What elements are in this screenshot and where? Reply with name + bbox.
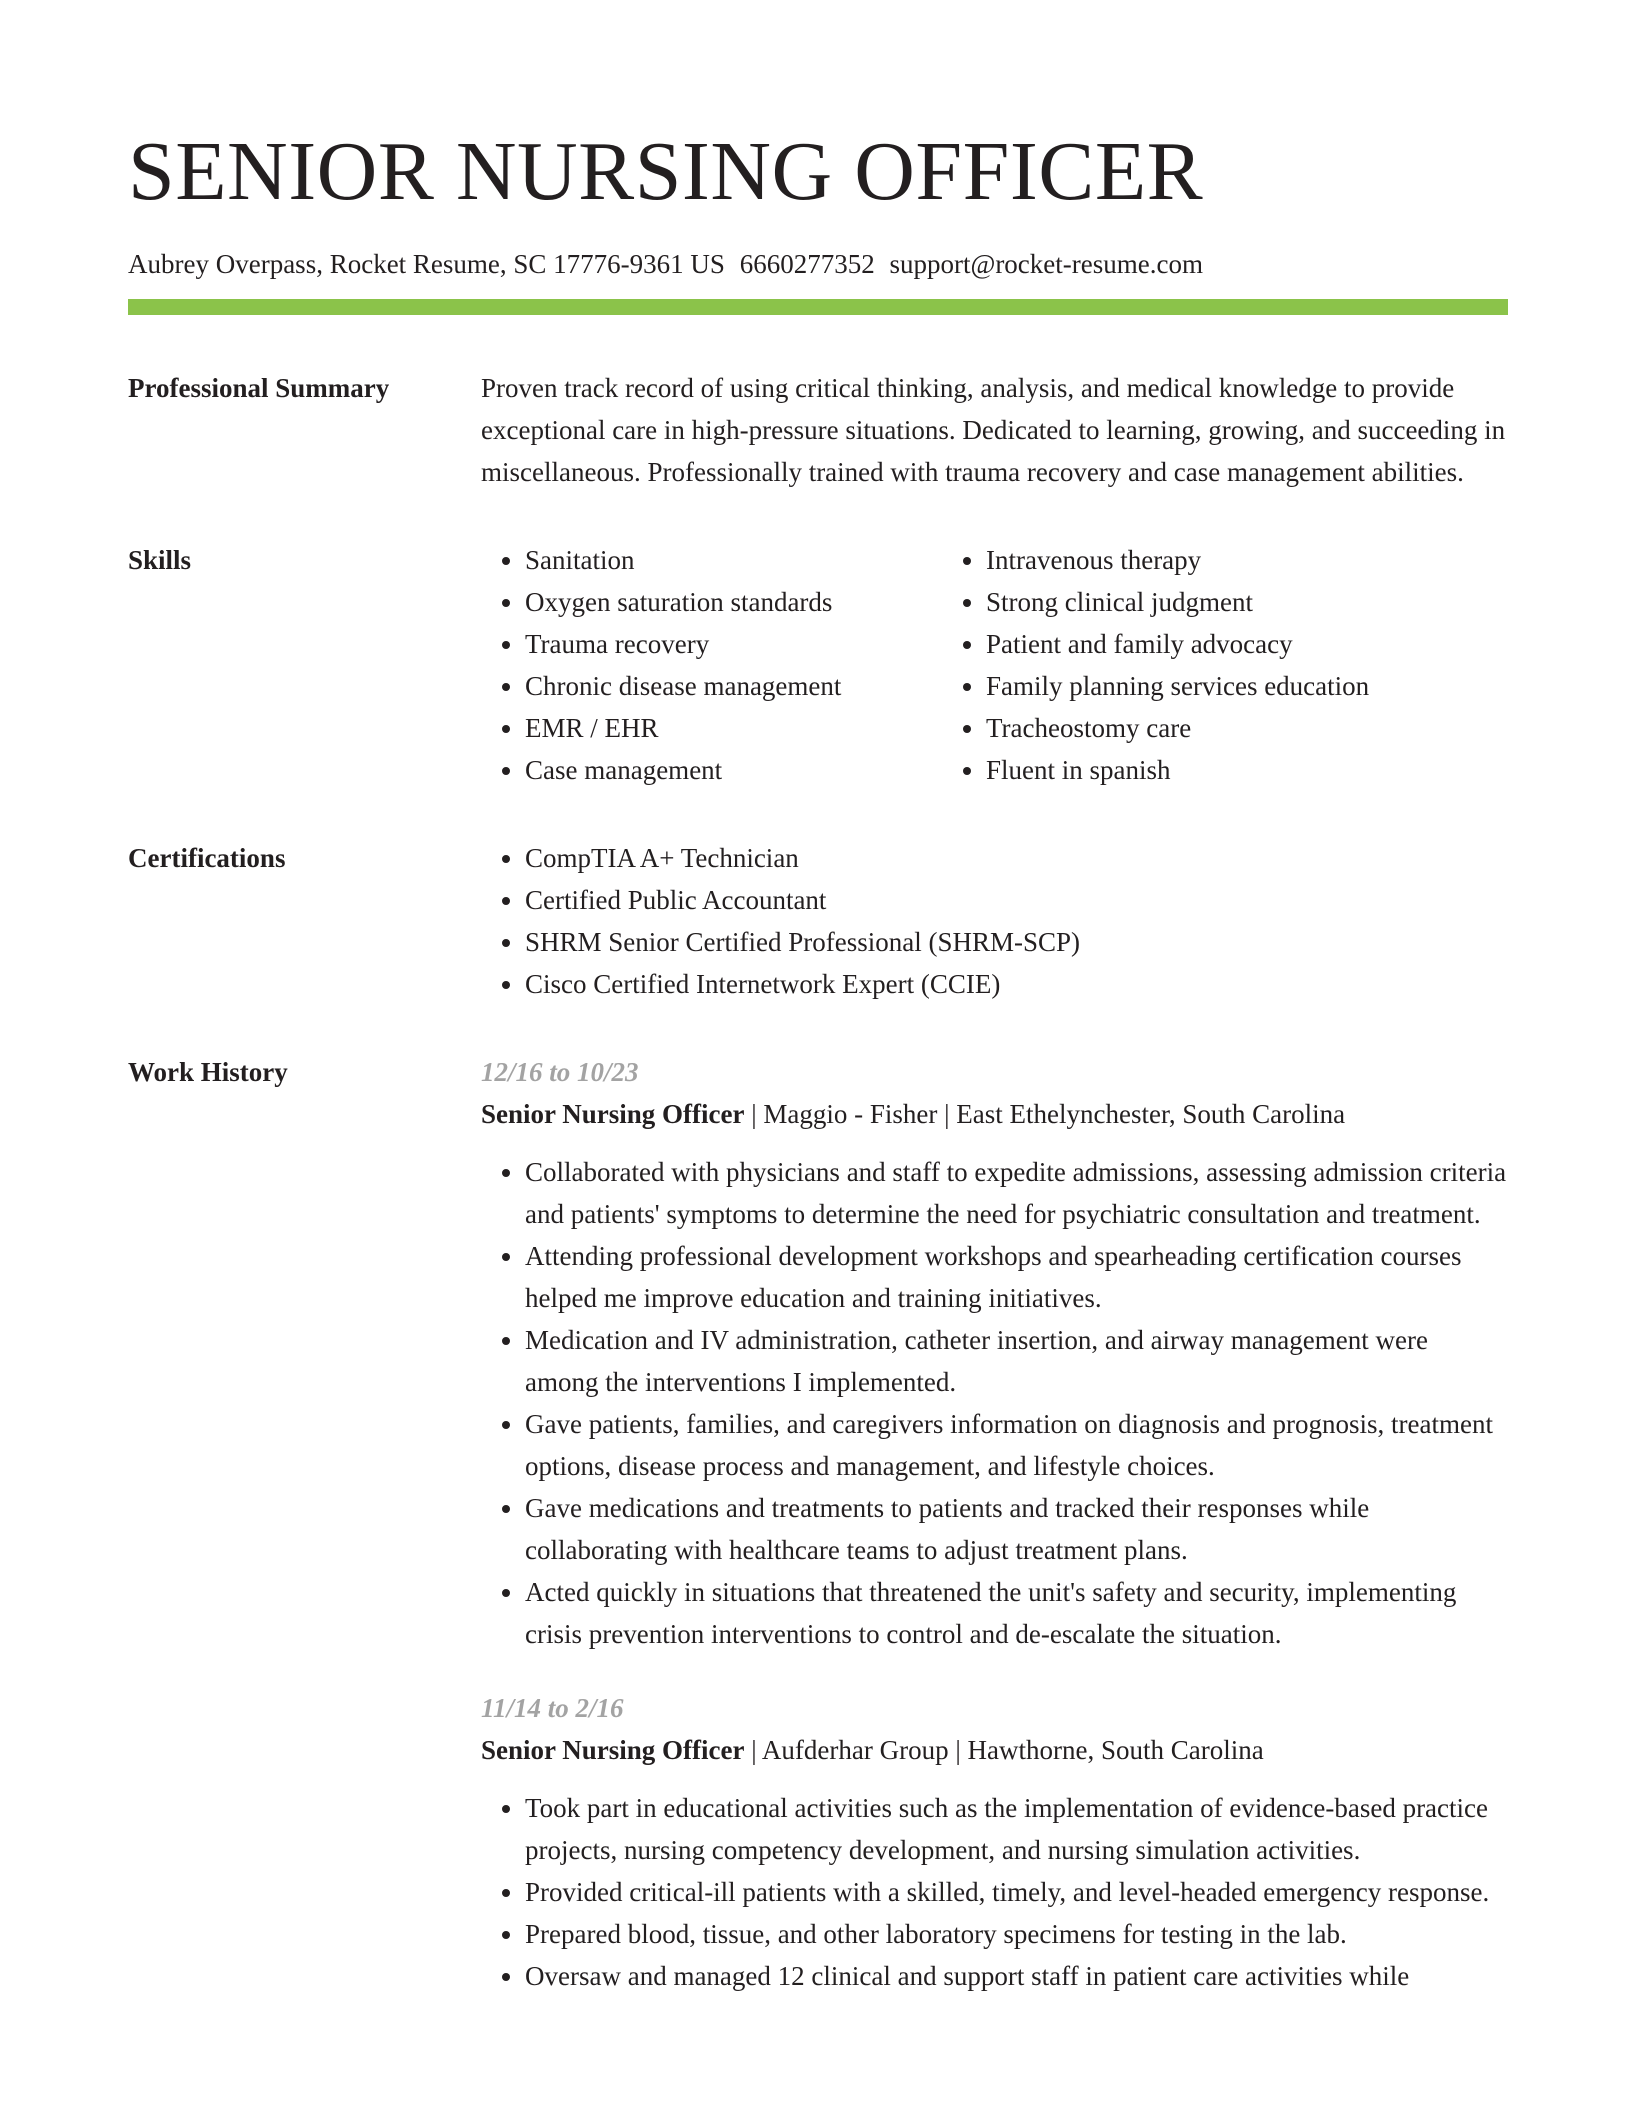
skill-item: • Sanitation — [525, 539, 942, 581]
job-dates: 12/16 to 10/23 — [481, 1057, 639, 1087]
job-bullet: • Prepared blood, tissue, and other laboratory specimens for testing in the lab. — [525, 1913, 1508, 1955]
contact-address: Aubrey Overpass, Rocket Resume, SC 17776-9361 US — [128, 249, 725, 279]
work-history-section — [128, 1051, 1508, 1997]
job-bullet: • Took part in educational activities such as the implementation of evidence-based practice projects, nursing competency development, and nursing simulation activities. — [525, 1787, 1508, 1871]
job-bullet: • Gave medications and treatments to patients and tracked their responses while collaborating with healthcare teams to adjust treatment plans. — [525, 1487, 1508, 1571]
job-bullet: • Acted quickly in situations that threatened the unit's safety and security, implementing crisis prevention interventions to control and de-escalate the situation. — [525, 1571, 1508, 1655]
skills-body — [481, 539, 1508, 791]
job-entry — [481, 1051, 1508, 1655]
skill-item: • Oxygen saturation standards — [525, 581, 942, 623]
skill-item: • Tracheostomy care — [986, 707, 1502, 749]
certifications-list — [481, 837, 1508, 1005]
job-role: Senior Nursing Officer — [481, 1735, 745, 1765]
certifications-body — [481, 837, 1508, 1005]
skill-item: • Case management — [525, 749, 942, 791]
skill-item: • Fluent in spanish — [986, 749, 1502, 791]
certification-item: • SHRM Senior Certified Professional (SHRM-SCP) — [525, 921, 1508, 963]
certifications-section — [128, 837, 1508, 1005]
contact-email: support@rocket-resume.com — [889, 249, 1203, 279]
work-history-section-title: Work History — [128, 1057, 288, 1087]
job-bullet-list — [481, 1787, 1508, 1997]
job-details: | Maggio - Fisher | East Ethelynchester, South Carolina — [751, 1099, 1346, 1129]
job-heading — [481, 1729, 1508, 1771]
job-bullet: • Collaborated with physicians and staff to expedite admissions, assessing admission criteria and patients' symptoms to determine the need for psychiatric consultation and treatment. — [525, 1151, 1508, 1235]
certifications-section-title: Certifications — [128, 843, 286, 873]
job-bullet: • Oversaw and managed 12 clinical and support staff in patient care activities while — [525, 1955, 1508, 1997]
skill-item: • EMR / EHR — [525, 707, 942, 749]
skills-list-right — [942, 539, 1502, 791]
job-bullet: • Provided critical-ill patients with a skilled, timely, and level-headed emergency response. — [525, 1871, 1508, 1913]
skill-item: • Trauma recovery — [525, 623, 942, 665]
skills-section — [128, 539, 1508, 791]
contact-phone: 6660277352 — [739, 249, 875, 279]
job-role: Senior Nursing Officer — [481, 1099, 745, 1129]
resume-page — [128, 0, 1508, 1997]
certification-item: • Cisco Certified Internetwork Expert (CCIE) — [525, 963, 1508, 1005]
skills-section-title: Skills — [128, 545, 192, 575]
job-bullet: • Gave patients, families, and caregivers information on diagnosis and prognosis, treatment options, disease process and management, and lifestyle choices. — [525, 1403, 1508, 1487]
skills-list-left — [481, 539, 942, 791]
certification-item: • CompTIA A+ Technician — [525, 837, 1508, 879]
skill-item: • Patient and family advocacy — [986, 623, 1502, 665]
work-history-body — [481, 1051, 1508, 1997]
skill-item: • Intravenous therapy — [986, 539, 1502, 581]
job-entry — [481, 1687, 1508, 1997]
skill-item: • Strong clinical judgment — [986, 581, 1502, 623]
summary-body — [481, 367, 1508, 493]
job-bullet: • Attending professional development workshops and spearheading certification courses helped me improve education and training initiatives. — [525, 1235, 1508, 1319]
skills-grid — [481, 539, 1508, 791]
job-details: | Aufderhar Group | Hawthorne, South Carolina — [751, 1735, 1264, 1765]
accent-divider — [128, 299, 1508, 315]
job-bullet-list — [481, 1151, 1508, 1655]
summary-section — [128, 367, 1508, 493]
job-dates: 11/14 to 2/16 — [481, 1693, 624, 1723]
job-bullet: • Medication and IV administration, catheter insertion, and airway management were among the interventions I implemented. — [525, 1319, 1508, 1403]
contact-line — [128, 246, 1508, 282]
resume-name-heading: SENIOR NURSING OFFICER — [128, 125, 1204, 218]
skill-item: • Chronic disease management — [525, 665, 942, 707]
certification-item: • Certified Public Accountant — [525, 879, 1508, 921]
skill-item: • Family planning services education — [986, 665, 1502, 707]
job-heading — [481, 1093, 1508, 1135]
summary-section-title: Professional Summary — [128, 373, 390, 403]
summary-text: Proven track record of using critical thinking, analysis, and medical knowledge to provide exceptional care in high-pressure situations. Dedicated to learning, growing, and succeeding in miscellaneous. Professionally trained with trauma recovery and case management abilities. — [481, 373, 1506, 487]
